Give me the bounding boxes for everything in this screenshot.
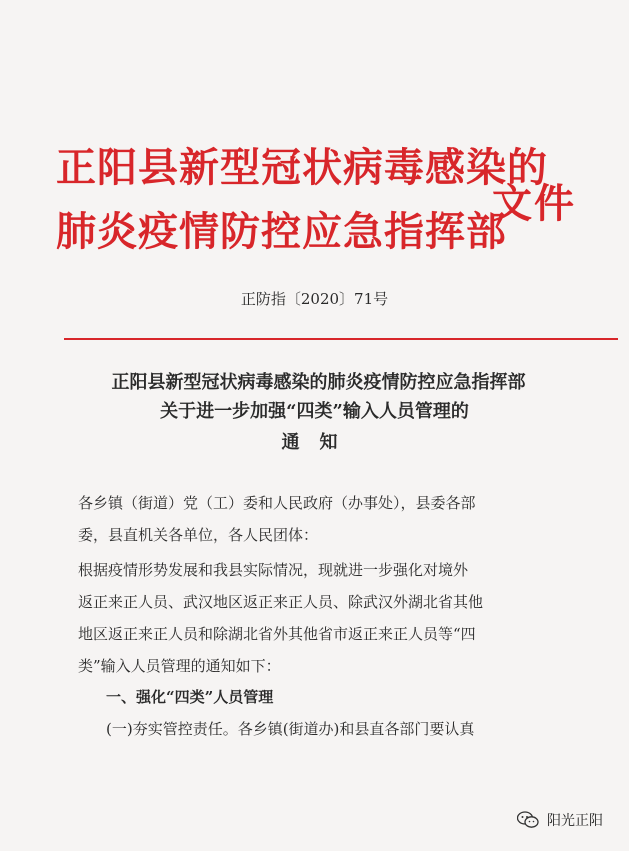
document-type-label: 文件 — [492, 181, 576, 227]
red-divider-line — [64, 338, 618, 340]
title-line-1: 正阳县新型冠状病毒感染的肺炎疫情防控应急指挥部 — [111, 372, 526, 393]
item-1-line: (一)夯实管控责任。各乡镇(街道办)和县直各部门要认真 — [106, 720, 475, 738]
issuer-line-1: 正阳县新型冠状病毒感染的 — [56, 145, 548, 191]
document-number: 正防指〔2020〕71号 — [240, 290, 389, 308]
wechat-icon — [517, 811, 539, 829]
issuer-line-2: 肺炎疫情防控应急指挥部 — [56, 209, 507, 255]
watermark — [517, 810, 603, 830]
title-line-2: 关于进一步加强“四类”输入人员管理的 — [160, 401, 469, 422]
addressee-line-1: 各乡镇（街道）党（工）委和人民政府（办事处），县委各部 — [78, 494, 476, 512]
body-line-2: 返正来正人员、武汉地区返正来正人员、除武汉外湖北省其他 — [78, 593, 484, 611]
addressee-line-2: 委，县直机关各单位，各人民团体： — [78, 526, 319, 544]
body-line-3: 地区返正来正人员和除湖北省外其他省市返正来正人员等“四 — [78, 625, 476, 643]
body-line-4: 类”输入人员管理的通知如下： — [78, 657, 281, 675]
body-line-1: 根据疫情形势发展和我县实际情况，现就进一步强化对境外 — [78, 561, 469, 579]
title-line-3: 通知 — [281, 432, 358, 453]
watermark-text: 阳光正阳 — [547, 813, 603, 829]
section-heading-1: 一、强化“四类”人员管理 — [106, 688, 274, 706]
